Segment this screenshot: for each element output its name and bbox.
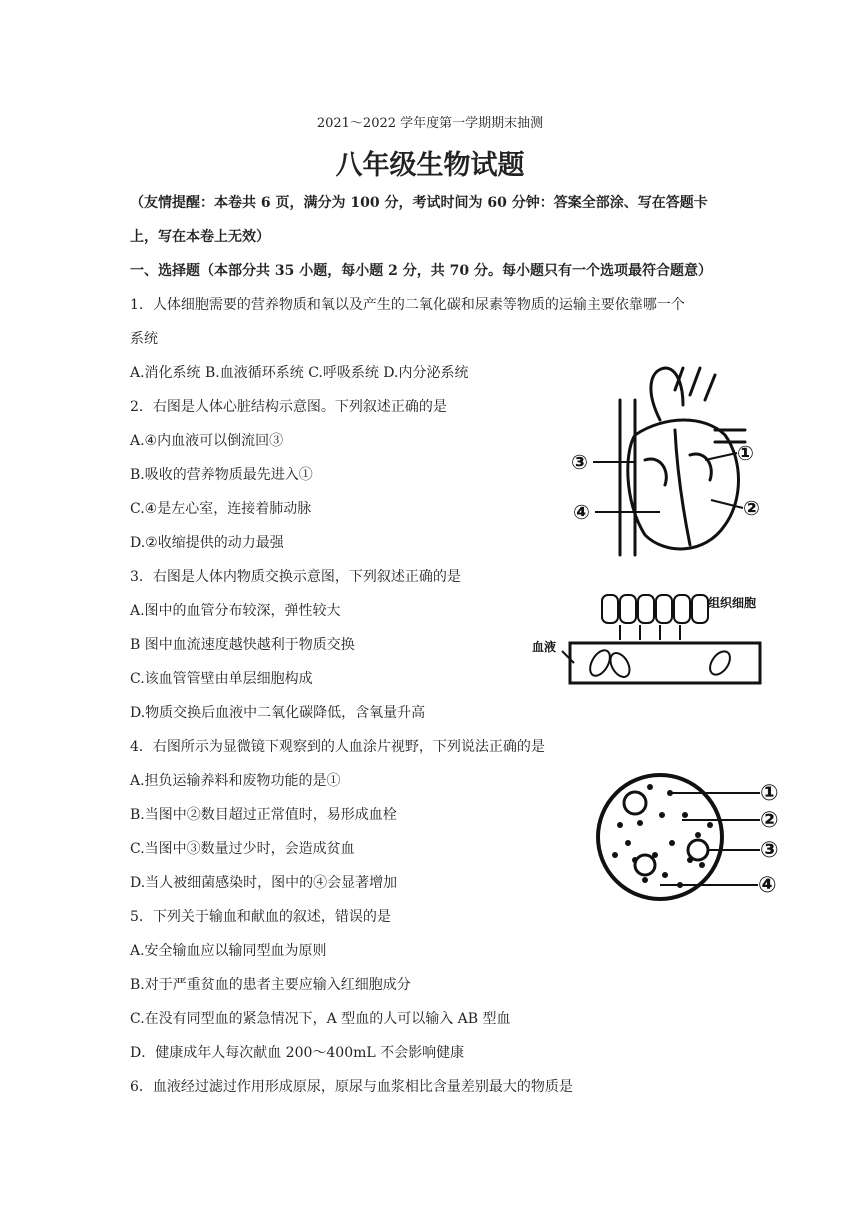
heart-pointer-2 <box>711 500 743 508</box>
smear-label-1: ① <box>760 781 779 806</box>
q1-stem-line2: 系统 <box>130 331 158 347</box>
tissue-cells <box>602 595 708 623</box>
q2-option-b: B.吸收的营养物质最先进入① <box>130 467 313 483</box>
q1-options: A.消化系统 B.血液循环系统 C.呼吸系统 D.内分泌系统 <box>130 365 469 381</box>
heart-pointer-1 <box>705 453 737 460</box>
q2-option-a: A.④内血液可以倒流回③ <box>130 433 284 449</box>
q4-option-a: A.担负运输养料和废物功能的是① <box>130 773 341 789</box>
q4-option-d: D.当人被细菌感染时，图中的④会显著增加 <box>130 875 398 891</box>
q5-option-b: B.对于严重贫血的患者主要应输入红细胞成分 <box>130 977 411 993</box>
q3-option-a: A.图中的血管分布较深，弹性较大 <box>130 603 341 619</box>
q2-stem: 2．右图是人体心脏结构示意图。下列叙述正确的是 <box>130 399 447 415</box>
q5-option-c: C.在没有同型血的紧急情况下，A 型血的人可以输入 AB 型血 <box>130 1011 511 1027</box>
heart-outline <box>628 420 739 549</box>
q5-option-a: A.安全输血应以输同型血为原则 <box>130 943 327 959</box>
septum-line <box>675 430 690 545</box>
q4-stem: 4．右图所示为显微镜下观察到的人血涂片视野，下列说法正确的是 <box>130 739 545 755</box>
q6-stem: 6．血液经过滤过作用形成原尿，原尿与血浆相比含量差别最大的物质是 <box>130 1079 573 1095</box>
exam-title: 八年级生物试题 <box>335 150 525 181</box>
q3-option-b: B 图中血流速度越快越利于物质交换 <box>130 637 355 653</box>
q4-option-b: B.当图中②数目超过正常值时，易形成血栓 <box>130 807 397 823</box>
heart-label-3: ③ <box>571 450 588 474</box>
q3-stem: 3．右图是人体内物质交换示意图，下列叙述正确的是 <box>130 569 461 585</box>
heart-label-1: ① <box>737 441 754 465</box>
q3-option-c: C.该血管管壁由单层细胞构成 <box>130 671 313 687</box>
tissue-cell-label: 组织细胞 <box>708 596 757 610</box>
section-heading: 一、选择题（本部分共 35 小题，每小题 2 分，共 70 分。每小题只有一个选项最符合题意） <box>130 263 712 279</box>
q5-stem: 5．下列关于输血和献血的叙述，错误的是 <box>130 909 391 925</box>
exchange-arrows <box>620 625 680 640</box>
smear-label-2: ② <box>760 808 779 833</box>
heart-label-4: ④ <box>573 500 590 524</box>
exchange-diagram <box>530 585 770 690</box>
q4-option-c: C.当图中③数量过少时，会造成贫血 <box>130 841 355 857</box>
smear-label-4: ④ <box>758 873 777 898</box>
heart-diagram <box>565 360 775 570</box>
q2-option-c: C.④是左心室，连接着肺动脉 <box>130 501 312 517</box>
smear-label-3: ③ <box>760 838 779 863</box>
notice-line-1: （友情提醒：本卷共 6 页，满分为 100 分，考试时间为 60 分钟：答案全部涂、写在答题卡 <box>130 195 708 211</box>
exam-subtitle: 2021～2022 学年度第一学期期末抽测 <box>316 116 544 131</box>
q1-stem-line1: 1．人体细胞需要的营养物质和氧以及产生的二氧化碳和尿素等物质的运输主要依靠哪一个 <box>130 297 685 313</box>
notice-line-2: 上，写在本卷上无效） <box>130 229 270 245</box>
q3-option-d: D.物质交换后血液中二氧化碳降低，含氧量升高 <box>130 705 426 721</box>
heart-label-2: ② <box>743 496 760 520</box>
blood-smear-diagram <box>590 765 790 915</box>
q2-option-d: D.②收缩提供的动力最强 <box>130 535 284 551</box>
q5-option-d: D．健康成年人每次献血 200～400mL 不会影响健康 <box>130 1045 465 1061</box>
aortic-arch-outline <box>651 368 683 420</box>
blood-label: 血液 <box>532 640 557 654</box>
